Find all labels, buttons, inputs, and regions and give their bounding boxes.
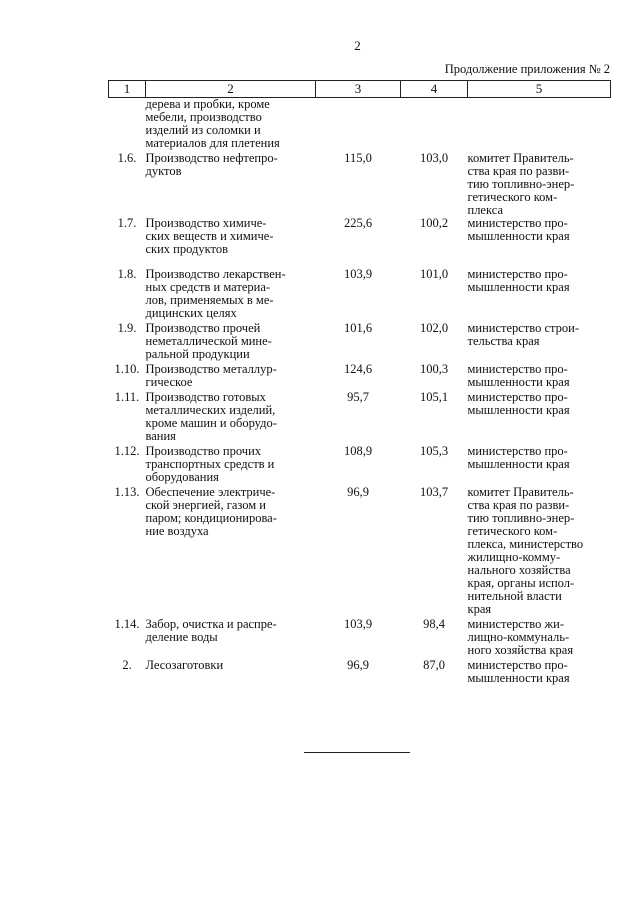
row-value-col4: 103,0: [419, 151, 449, 165]
row-responsible: [468, 618, 611, 659]
row-number: 1.12.: [114, 444, 140, 458]
row-responsible: [468, 217, 611, 268]
row-responsible-line: министерство про-: [467, 267, 568, 281]
continuation-label: Продолжение приложения № 2: [444, 62, 610, 76]
row-number: 1.7.: [117, 216, 137, 230]
row-value-col4: 87,0: [423, 658, 445, 672]
row-name-line: металлических изделий,: [145, 403, 276, 417]
row-responsible-line: края, органы испол-: [467, 576, 575, 590]
row-responsible-line: нального хозяйства: [467, 563, 571, 577]
row-responsible-line: министерство про-: [467, 444, 568, 458]
row-responsible-line: ного хозяйства края: [467, 643, 574, 657]
row-number: 1.10.: [114, 362, 140, 376]
row-value-col3: 96,9: [347, 658, 369, 672]
row-responsible-line: нительной власти: [467, 589, 562, 603]
row-responsible: [468, 659, 611, 693]
row-name-line: дуктов: [145, 164, 182, 178]
row-value-col3: 95,7: [347, 390, 369, 404]
row-name: [146, 659, 316, 693]
row-value-col3: 96,9: [347, 485, 369, 499]
row-value-col4: 103,7: [419, 485, 449, 499]
table-row: [109, 152, 611, 217]
table-row: [109, 486, 611, 618]
row-number: 1.8.: [117, 267, 137, 281]
table-row: [109, 391, 611, 445]
row-responsible-line: плекса: [467, 203, 503, 217]
row-value-col3: 108,9: [343, 444, 373, 458]
row-value-col4: 105,3: [419, 444, 449, 458]
row-responsible-line: тию топливно-энер-: [467, 511, 575, 525]
row-responsible-line: министерство про-: [467, 390, 568, 404]
row-value-col3: 103,9: [343, 617, 373, 631]
carryover-name: [146, 98, 316, 153]
table-row: [109, 268, 611, 322]
row-number: 1.14.: [114, 617, 140, 631]
row-responsible-line: мышленности края: [467, 671, 570, 685]
row-name: [146, 445, 316, 486]
row-value-col4: 98,4: [423, 617, 445, 631]
carryover-line: изделий из соломки и: [145, 123, 261, 137]
table-row: [109, 618, 611, 659]
row-responsible-line: мышленности края: [467, 229, 570, 243]
row-name-line: ных средств и материа-: [145, 280, 271, 294]
row-value-col3: 115,0: [344, 151, 372, 165]
row-name-line: вания: [145, 429, 176, 443]
row-name-line: ние воздуха: [145, 524, 209, 538]
row-responsible: [468, 363, 611, 391]
column-header-5: 5: [468, 81, 611, 98]
data-table: [108, 80, 611, 693]
row-name-line: дицинских целях: [145, 306, 237, 320]
row-value-col4: 100,2: [419, 216, 449, 230]
row-name: [146, 618, 316, 659]
row-name-line: деление воды: [145, 630, 218, 644]
carryover-row: [109, 98, 611, 153]
row-responsible-line: министерство строи-: [467, 321, 580, 335]
row-responsible-line: тельства края: [467, 334, 540, 348]
table-header-row: [109, 81, 611, 98]
row-name-line: ской энергией, газом и: [145, 498, 266, 512]
table-row: [109, 217, 611, 268]
row-name: [146, 268, 316, 322]
row-value-col4: 101,0: [419, 267, 449, 281]
row-responsible-line: жилищно-комму-: [467, 550, 561, 564]
row-number: 1.6.: [117, 151, 137, 165]
row-name-line: Производство лекарствен-: [145, 267, 286, 281]
row-name-line: Производство металлур-: [145, 362, 277, 376]
row-value-col4: 105,1: [419, 390, 449, 404]
row-number: 2.: [122, 658, 132, 672]
row-name-line: Забор, очистка и распре-: [145, 617, 277, 631]
row-value-col4: 100,3: [419, 362, 449, 376]
table-row: [109, 445, 611, 486]
row-responsible-line: мышленности края: [467, 375, 570, 389]
row-responsible-line: лищно-коммуналь-: [467, 630, 570, 644]
row-name: [146, 152, 316, 217]
row-name-line: неметаллической мине-: [145, 334, 272, 348]
table-row: [109, 363, 611, 391]
row-name-line: Производство прочих: [145, 444, 262, 458]
row-name: [146, 486, 316, 618]
row-value-col3: 101,6: [343, 321, 373, 335]
row-number: 1.9.: [117, 321, 137, 335]
row-name-line: ских веществ и химиче-: [145, 229, 274, 243]
row-responsible-line: министерство жи-: [467, 617, 564, 631]
row-responsible: [468, 486, 611, 618]
row-responsible: [468, 322, 611, 363]
row-responsible-line: тию топливно-энер-: [467, 177, 575, 191]
row-name-line: Производство химиче-: [145, 216, 267, 230]
row-name: [146, 363, 316, 391]
row-responsible-line: комитет Правитель-: [467, 151, 574, 165]
row-value-col3: 124,6: [343, 362, 373, 376]
row-name-line: Обеспечение электриче-: [145, 485, 276, 499]
end-rule: [304, 752, 410, 753]
row-responsible: [468, 391, 611, 445]
row-name-line: транспортных средств и: [145, 457, 275, 471]
column-header-3: 3: [316, 81, 401, 98]
table-row: [109, 322, 611, 363]
table-row: [109, 659, 611, 693]
row-responsible: [468, 268, 611, 322]
row-responsible-line: края: [467, 602, 492, 616]
row-name: [146, 391, 316, 445]
row-responsible: [468, 152, 611, 217]
row-responsible-line: комитет Правитель-: [467, 485, 574, 499]
row-name: [146, 322, 316, 363]
row-name-line: лов, применяемых в ме-: [145, 293, 274, 307]
row-responsible-line: мышленности края: [467, 403, 570, 417]
row-responsible-line: гетического ком-: [467, 524, 558, 538]
page-number: 2: [354, 38, 361, 53]
row-name-line: паром; кондиционирова-: [145, 511, 277, 525]
column-header-1: 1: [109, 81, 146, 98]
row-responsible-line: мышленности края: [467, 280, 570, 294]
row-name-line: оборудования: [145, 470, 219, 484]
row-name-line: ральной продукции: [145, 347, 250, 361]
row-responsible-line: министерство про-: [467, 216, 568, 230]
row-responsible-line: министерство про-: [467, 362, 568, 376]
row-number: 1.13.: [114, 485, 140, 499]
row-responsible-line: министерство про-: [467, 658, 568, 672]
row-responsible-line: плекса, министерство: [467, 537, 584, 551]
column-header-4: 4: [401, 81, 468, 98]
row-responsible-line: гетического ком-: [467, 190, 558, 204]
row-name-line: кроме машин и оборудо-: [145, 416, 277, 430]
row-name-line: гическое: [145, 375, 193, 389]
row-value-col4: 102,0: [419, 321, 449, 335]
row-name: [146, 217, 316, 268]
row-name-line: Производство нефтепро-: [145, 151, 278, 165]
carryover-line: дерева и пробки, кроме: [145, 97, 270, 111]
row-name-line: ских продуктов: [145, 242, 228, 256]
row-name-line: Производство готовых: [145, 390, 266, 404]
row-value-col3: 103,9: [343, 267, 373, 281]
row-responsible-line: мышленности края: [467, 457, 570, 471]
column-header-2: 2: [146, 81, 316, 98]
row-value-col3: 225,6: [343, 216, 373, 230]
row-responsible-line: ства края по разви-: [467, 164, 570, 178]
row-name-line: Лесозаготовки: [145, 658, 224, 672]
row-number: 1.11.: [114, 390, 140, 404]
row-responsible: [468, 445, 611, 486]
carryover-line: мебели, производство: [145, 110, 262, 124]
carryover-line: материалов для плетения: [145, 136, 280, 150]
row-name-line: Производство прочей: [145, 321, 261, 335]
row-responsible-line: ства края по разви-: [467, 498, 570, 512]
